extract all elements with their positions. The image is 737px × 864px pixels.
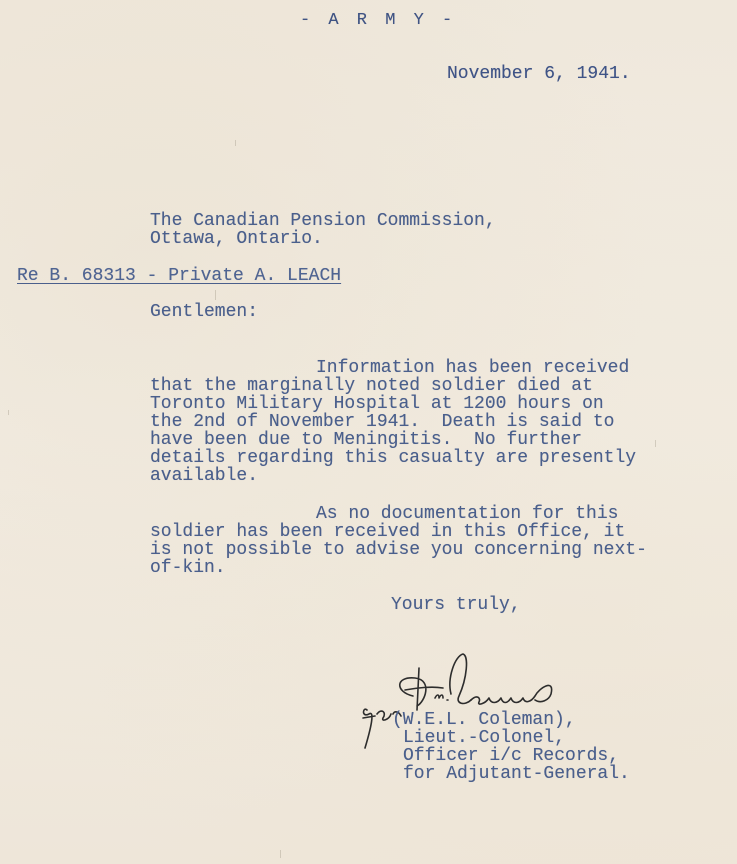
paper-speck bbox=[655, 440, 656, 447]
paper-speck bbox=[280, 850, 281, 858]
paper-speck bbox=[215, 290, 216, 300]
paper-speck bbox=[8, 410, 9, 415]
signatory-name: (W.E.L. Coleman), bbox=[392, 710, 576, 730]
paragraph-2-line: soldier has been received in this Office, it bbox=[150, 522, 626, 542]
paragraph-2-line: of-kin. bbox=[150, 558, 226, 578]
paragraph-2-line: is not possible to advise you concerning next- bbox=[150, 540, 647, 560]
signatory-rank: Lieut.-Colonel, bbox=[403, 728, 566, 748]
paragraph-1-line: available. bbox=[150, 466, 259, 486]
recipient-line-2: Ottawa, Ontario. bbox=[150, 229, 323, 249]
closing: Yours truly, bbox=[391, 595, 521, 615]
letterhead-army: - A R M Y - bbox=[300, 11, 457, 30]
paper-speck bbox=[235, 140, 236, 146]
signatory-on-behalf: for Adjutant-General. bbox=[403, 764, 630, 784]
paragraph-2-line: As no documentation for this bbox=[316, 504, 619, 524]
paragraph-1-line: Toronto Military Hospital at 1200 hours on bbox=[150, 394, 604, 414]
subject-line: Re B. 68313 - Private A. LEACH bbox=[17, 266, 342, 286]
paragraph-1-line: the 2nd of November 1941. Death is said to bbox=[150, 412, 615, 432]
signatory-title: Officer i/c Records, bbox=[403, 746, 620, 766]
paragraph-1-line: have been due to Meningitis. No further bbox=[150, 430, 583, 450]
recipient-line-1: The Canadian Pension Commission, bbox=[150, 211, 496, 231]
letter-date: November 6, 1941. bbox=[447, 64, 631, 84]
salutation: Gentlemen: bbox=[150, 302, 259, 322]
paragraph-1-line: details regarding this casualty are presently bbox=[150, 448, 637, 468]
paragraph-1-line: Information has been received bbox=[316, 358, 630, 378]
paragraph-1-line: that the marginally noted soldier died at bbox=[150, 376, 593, 396]
